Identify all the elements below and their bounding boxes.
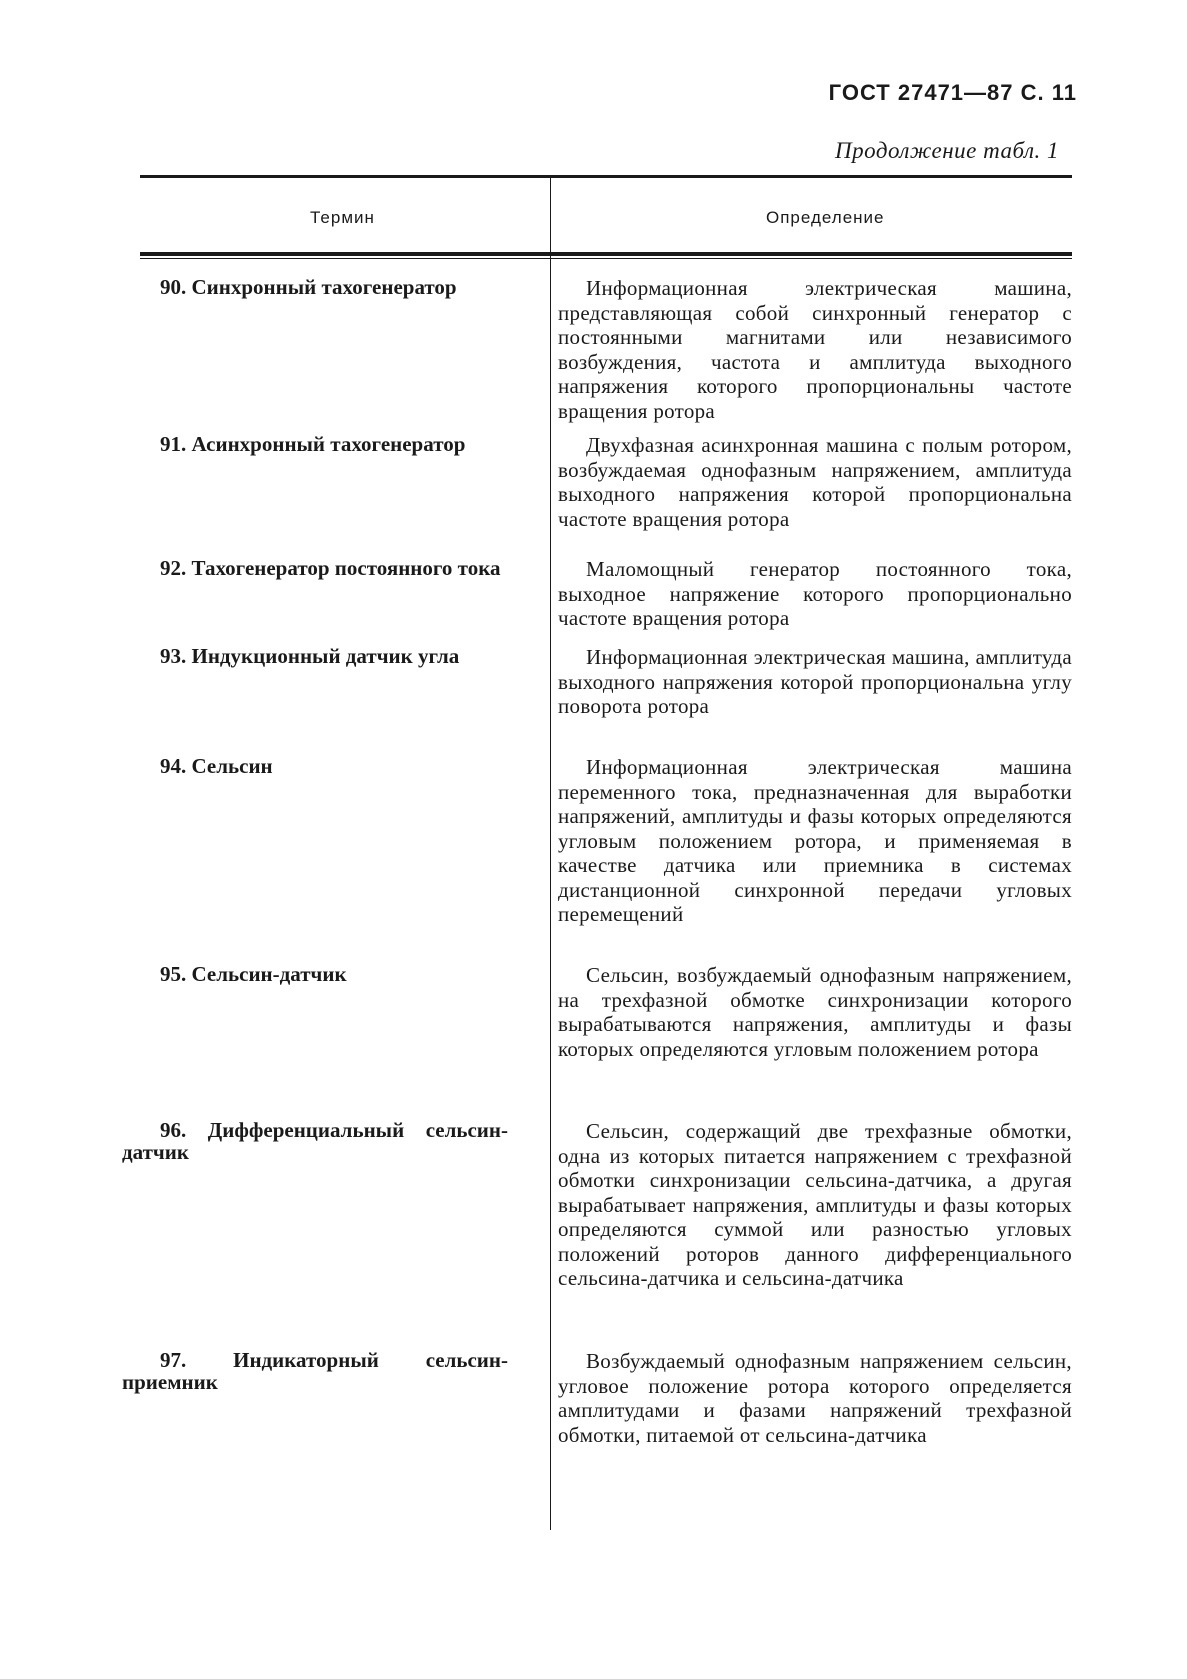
definition-cell: Сельсин, возбуждаемый однофазным напряжением, на трехфазной обмотке синхронизации которого вырабатываются напряжения, амплитуды и фазы которых определяются угловым положением ротора: [558, 963, 1072, 1061]
term-cell: 92. Тахогенератор постоянного тока: [160, 556, 501, 580]
page-number-header: ГОСТ 27471—87 С. 11: [828, 80, 1077, 105]
definition-cell: Возбуждаемый однофазным напряжением сельсин, угловое положение ротора которого определяется амплитудами и фазами напряжений трехфазной обмотки, питаемой от сельсина-датчика: [558, 1349, 1072, 1447]
definition-cell: Сельсин, содержащий две трехфазные обмотки, одна из которых питается напряжением с трехфазной обмотки синхронизации сельсина-датчика, а другая вырабатывает напряжения, амплитуды и фазы которых определяются суммой или разностью угловых положений роторов данного дифференциального сельсина-датчика и сельсина-датчика: [558, 1119, 1072, 1290]
definition-cell: Маломощный генератор постоянного тока, выходное напряжение которого пропорционально частоте вращения ротора: [558, 557, 1072, 630]
definition-cell: Двухфазная асинхронная машина с полым ротором, возбуждаемая однофазным напряжением, амплитуда выходного напряжения которой пропорциональна частоте вращения ротора: [558, 433, 1072, 531]
term-cell: 94. Сельсин: [160, 754, 273, 778]
table-header-rule-thin: [140, 258, 1072, 259]
table-row: [122, 276, 1072, 423]
definition-cell: Информационная электрическая машина, амплитуда выходного напряжения которой пропорциональна углу поворота ротора: [558, 645, 1072, 718]
table-row: [122, 1119, 1072, 1339]
definition-cell: Информационная электрическая машина переменного тока, предназначенная для выработки напряжений, амплитуды и фазы которых определяются угловым положением ротора, и применяемая в качестве датчика или приемника в системах дистанционной синхронной передачи угловых перемещений: [558, 755, 1072, 926]
table-header-rule: [140, 252, 1072, 256]
table-body: [122, 276, 1072, 1457]
term-cell: 93. Индукционный датчик угла: [160, 644, 460, 668]
table-row: [122, 645, 1072, 745]
column-header-definition: Определение: [766, 208, 885, 227]
definition-cell: Информационная электрическая машина, представляющая собой синхронный генератор с постоянными магнитами или независимого возбуждения, частота и амплитуда выходного напряжения которого пропорциональны частоте вращения ротора: [558, 276, 1072, 423]
table-row: [122, 433, 1072, 547]
table-row: [122, 557, 1072, 635]
table-row: [122, 1349, 1072, 1447]
term-cell: 90. Синхронный тахогенератор: [160, 275, 457, 299]
column-header-term: Термин: [310, 208, 375, 227]
table-row: [122, 963, 1072, 1109]
table-top-rule: [140, 175, 1072, 178]
term-cell: 91. Асинхронный тахогенератор: [160, 432, 466, 456]
term-cell: 95. Сельсин-датчик: [160, 962, 347, 986]
table-continuation-label: Продолжение табл. 1: [835, 138, 1059, 163]
term-cell: 97. Индикаторный сельсин-приемник: [122, 1348, 508, 1394]
term-cell: 96. Дифференциальный сельсин-датчик: [122, 1118, 508, 1164]
table-row: [122, 755, 1072, 953]
